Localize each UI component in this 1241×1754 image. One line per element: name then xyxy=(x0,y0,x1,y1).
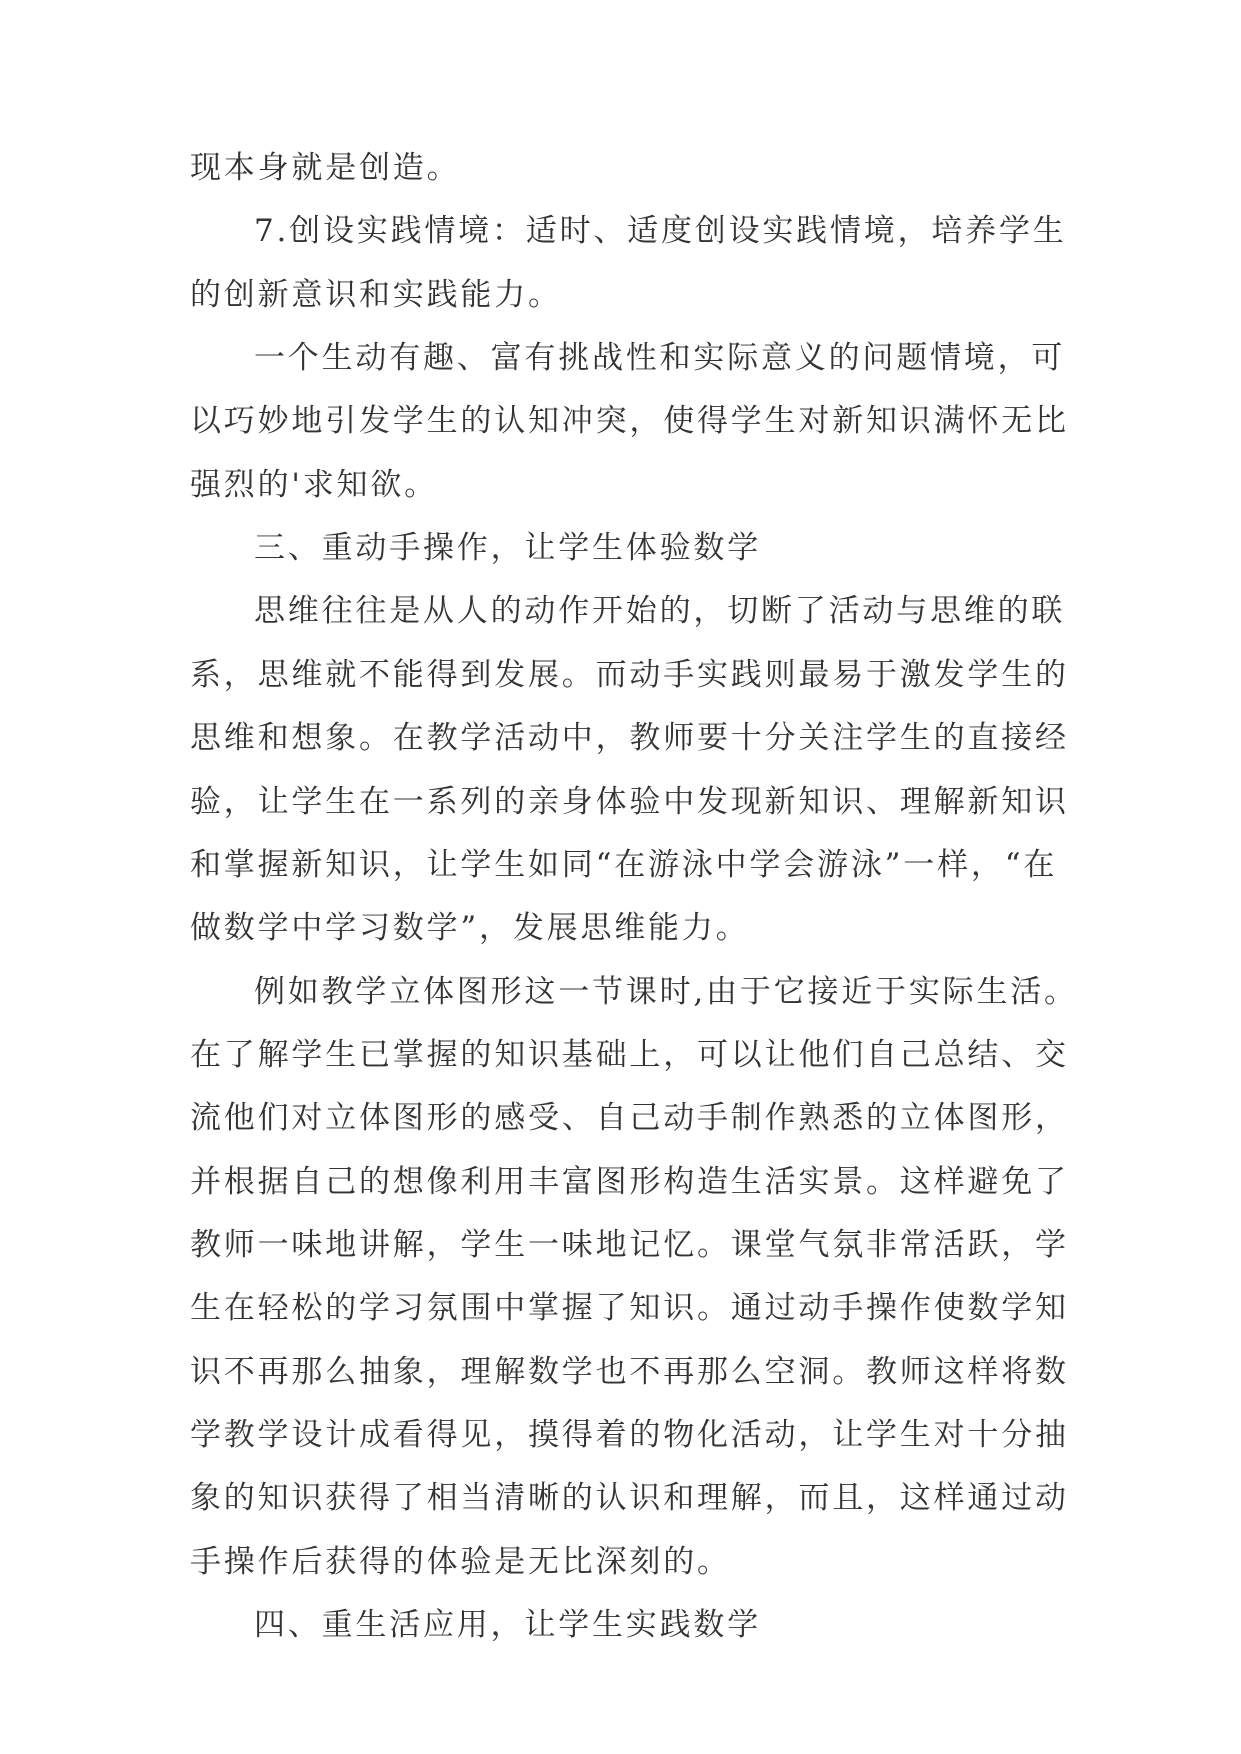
paragraph-line: 系，思维就不能得到发展。而动手实践则最易于激发学生的 xyxy=(190,657,1069,693)
paragraph-line: 流他们对立体图形的感受、自己动手制作熟悉的立体图形， xyxy=(190,1100,1069,1136)
paragraph-line: 在了解学生已掌握的知识基础上，可以让他们自己总结、交 xyxy=(190,1037,1069,1073)
section-heading-line: 三、重动手操作，让学生体验数学 xyxy=(254,530,761,566)
paragraph-line: 手操作后获得的体验是无比深刻的。 xyxy=(190,1544,731,1580)
paragraph-line: 做数学中学习数学”，发展思维能力。 xyxy=(190,910,750,946)
paragraph-line: 思维往往是从人的动作开始的，切断了活动与思维的联 xyxy=(254,593,1066,629)
paragraph-line: 的创新意识和实践能力。 xyxy=(190,277,562,313)
paragraph-line: 和掌握新知识，让学生如同“在游泳中学会游泳”一样，“在 xyxy=(190,847,1058,883)
paragraph-line: 教师一味地讲解，学生一味地记忆。课堂气氛非常活跃，学 xyxy=(190,1227,1069,1263)
paragraph-line: 思维和想象。在教学活动中，教师要十分关注学生的直接经 xyxy=(190,720,1069,756)
paragraph-line: 验，让学生在一系列的亲身体验中发现新知识、理解新知识 xyxy=(190,784,1069,820)
paragraph-line: 以巧妙地引发学生的认知冲突，使得学生对新知识满怀无比 xyxy=(190,403,1069,439)
paragraph-line: 一个生动有趣、富有挑战性和实际意义的问题情境，可 xyxy=(254,340,1066,376)
paragraph-line: 例如教学立体图形这一节课时,由于它接近于实际生活。 xyxy=(254,974,1078,1010)
paragraph-line: 并根据自己的想像利用丰富图形构造生活实景。这样避免了 xyxy=(190,1164,1069,1200)
paragraph-line: 象的知识获得了相当清晰的认识和理解，而且，这样通过动 xyxy=(190,1480,1069,1516)
paragraph-line: 强烈的'求知欲。 xyxy=(190,467,438,503)
paragraph-line: 7.创设实践情境：适时、适度创设实践情境，培养学生 xyxy=(254,213,1067,249)
section-heading-line: 四、重生活应用，让学生实践数学 xyxy=(254,1607,761,1643)
paragraph-line: 识不再那么抽象，理解数学也不再那么空洞。教师这样将数 xyxy=(190,1354,1069,1390)
paragraph-line: 现本身就是创造。 xyxy=(190,150,461,186)
paragraph-line: 学教学设计成看得见，摸得着的物化活动，让学生对十分抽 xyxy=(190,1417,1069,1453)
paragraph-line: 生在轻松的学习氛围中掌握了知识。通过动手操作使数学知 xyxy=(190,1290,1069,1326)
